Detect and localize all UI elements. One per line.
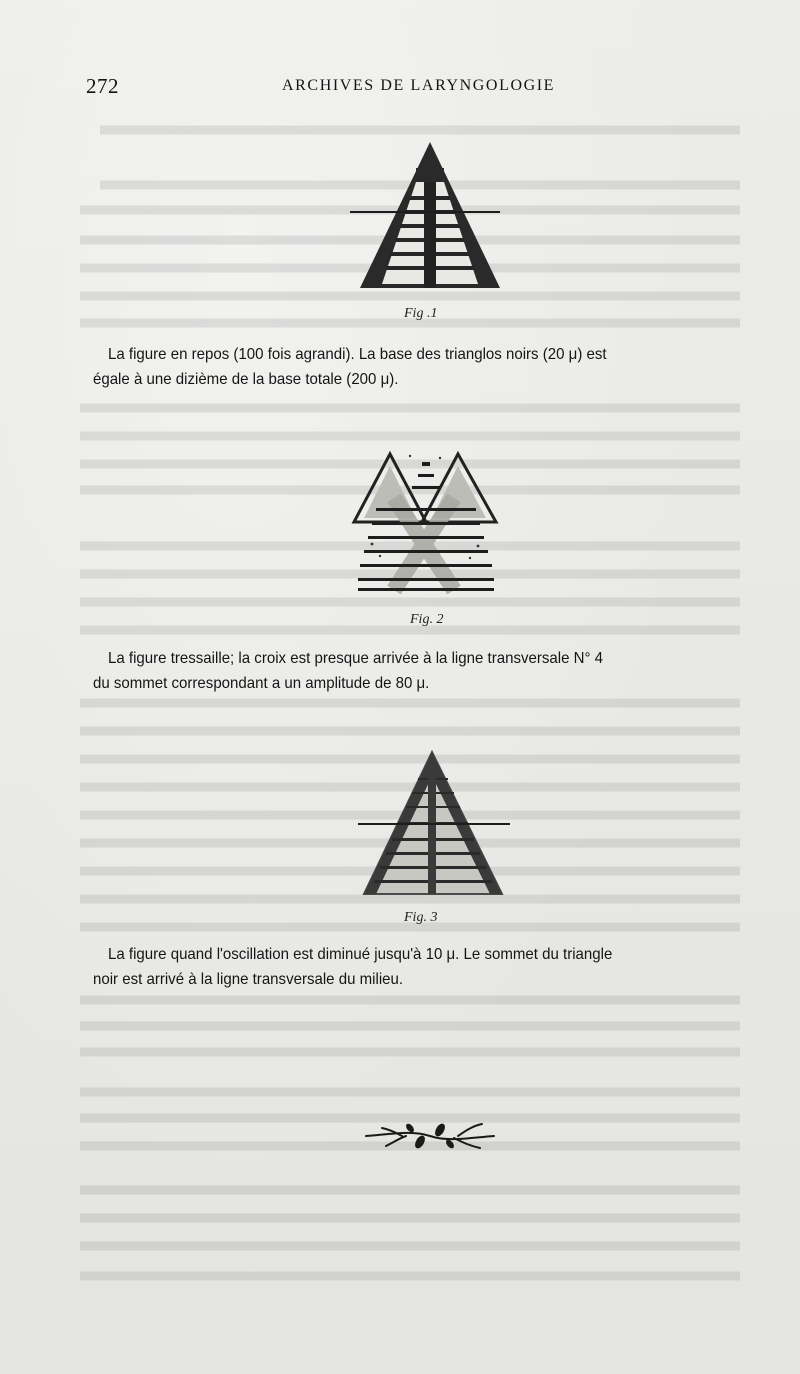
figure-2-label: Fig. 2 [410,612,444,627]
figure-1-center-bar [424,168,436,288]
figure-2-caption-line-2: du sommet correspondant a un amplitude de 80 μ. [92,675,430,692]
figure-2-caption [92,646,728,696]
floral-divider-icon [362,1116,498,1156]
running-title: ARCHIVES DE LARYNGOLOGIE [282,77,556,94]
figure-3-caption-line-2: noir est arrivé à la ligne transversale du milieu. [92,971,404,988]
figure-1-diagram [350,138,510,293]
figure-1-caption [92,342,728,392]
figure-3-center-bar [428,762,436,894]
figure-1-caption-line-1: La figure en repos (100 fois agrandi). La base des trianglos noirs (20 μ) est [108,346,607,363]
figure-2-cross [394,498,454,590]
figure-3-diagram [358,748,513,898]
figure-3-caption-line-1: La figure quand l'oscillation est diminué jusqu'à 10 μ. Le sommet du triangle [108,946,613,963]
figure-2-top-marks [412,462,440,489]
figure-2-caption-line-1: La figure tressaille; la croix est presque arrivée à la ligne transversale N° 4 [108,650,604,667]
page-number: 272 [86,74,119,98]
running-header [86,74,746,102]
figure-1-label: Fig .1 [404,306,438,321]
figure-1-caption-line-2: égale à une dizième de la base totale (200 μ). [92,371,399,388]
figure-3-label: Fig. 3 [404,910,438,925]
figure-3-caption [92,942,728,992]
figure-2-diagram [350,448,502,598]
